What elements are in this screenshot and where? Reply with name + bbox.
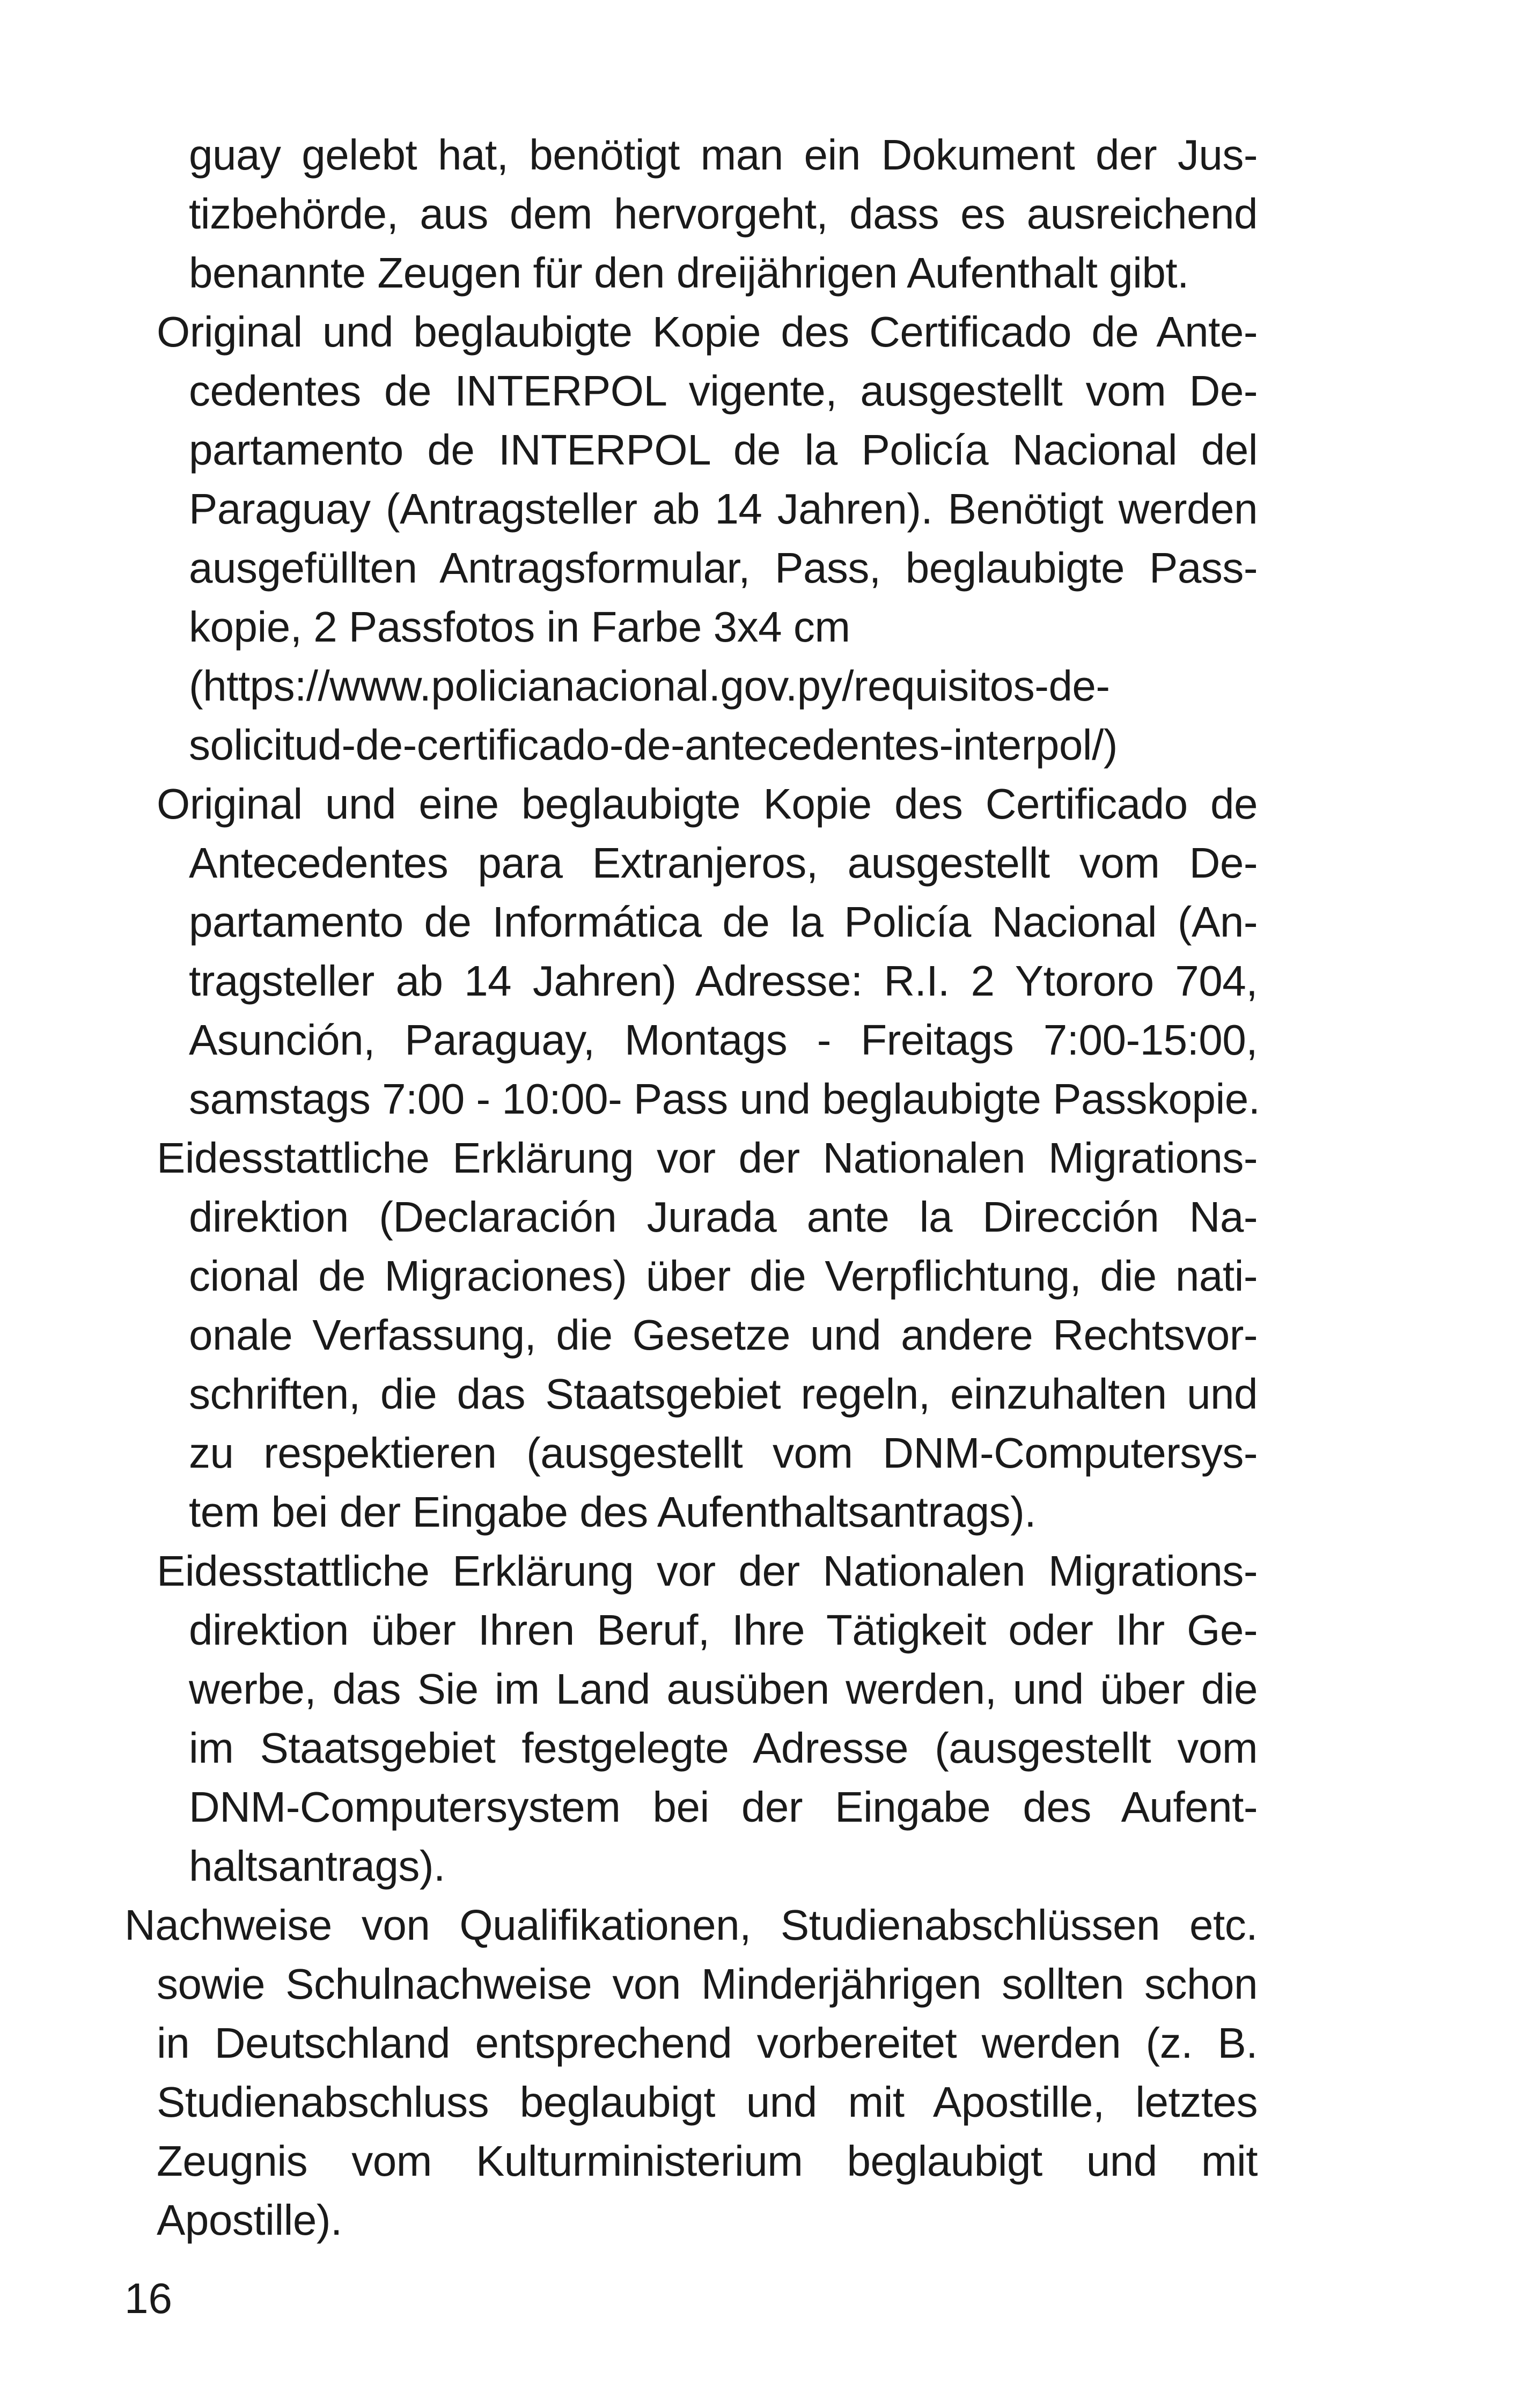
text-line: direktion (Declaración Jurada ante la Dirección Na- [189,1193,1258,1241]
text-line: haltsantrags). [189,1842,445,1890]
text-line: Apostille). [157,2196,342,2244]
text-line: im Staatsgebiet festgelegte Adresse (ausgestellt vom [189,1724,1258,1772]
text-line: onale Verfassung, die Gesetze und andere Rechtsvor- [189,1311,1258,1359]
text-line: partamento de Informática de la Policía Nacional (An- [189,898,1258,946]
text-line: benannte Zeugen für den dreijährigen Aufenthalt gibt. [189,249,1189,297]
text-line: Original und beglaubigte Kopie des Certificado de Ante- [157,308,1258,356]
page-number: 16 [124,2274,172,2322]
text-line: Asunción, Paraguay, Montags - Freitags 7:00-15:00, [189,1016,1258,1064]
text-line: kopie, 2 Passfotos in Farbe 3x4 cm [189,603,850,651]
text-line: tem bei der Eingabe des Aufenthaltsantrags). [189,1488,1037,1536]
text-line: tizbehörde, aus dem hervorgeht, dass es ausreichend [189,190,1258,238]
text-line: Paraguay (Antragsteller ab 14 Jahren). Benötigt werden [189,485,1258,533]
text-line: werbe, das Sie im Land ausüben werden, und über die [189,1665,1258,1713]
text-line: cional de Migraciones) über die Verpflichtung, die nati- [189,1252,1258,1300]
text-line: ausgefüllten Antragsformular, Pass, beglaubigte Pass- [189,544,1258,592]
text-line: Studienabschluss beglaubigt und mit Apostille, letztes [157,2078,1258,2126]
text-line: zu respektieren (ausgestellt vom DNM-Computersys- [189,1429,1258,1477]
text-line: partamento de INTERPOL de la Policía Nacional del [189,426,1258,474]
text-line: guay gelebt hat, benötigt man ein Dokument der Jus- [189,131,1258,179]
text-line: Zeugnis vom Kulturministerium beglaubigt und mit [157,2137,1258,2185]
text-line: Original und eine beglaubigte Kopie des Certificado de [157,780,1258,828]
text-line: solicitud-de-certificado-de-antecedentes-interpol/) [189,721,1118,769]
text-line: (https://www.policianacional.gov.py/requisitos-de- [189,662,1110,710]
text-line: Eidesstattliche Erklärung vor der Nationalen Migrations- [157,1547,1258,1595]
text-line: schriften, die das Staatsgebiet regeln, einzuhalten und [189,1370,1258,1418]
text-line: Eidesstattliche Erklärung vor der Nationalen Migrations- [157,1134,1258,1182]
text-line: in Deutschland entsprechend vorbereitet werden (z. B. [157,2019,1258,2067]
text-line: cedentes de INTERPOL vigente, ausgestellt vom De- [189,367,1258,415]
text-line: samstags 7:00 - 10:00- Pass und beglaubigte Passkopie. [189,1075,1260,1123]
text-line: Nachweise von Qualifikationen, Studienabschlüssen etc. [124,1901,1258,1949]
text-line: sowie Schulnachweise von Minderjährigen sollten schon [157,1960,1258,2008]
text-line: DNM-Computersystem bei der Eingabe des Aufent- [189,1783,1258,1831]
text-line: Antecedentes para Extranjeros, ausgestellt vom De- [189,839,1258,887]
text-line: direktion über Ihren Beruf, Ihre Tätigkeit oder Ihr Ge- [189,1606,1258,1654]
text-line: tragsteller ab 14 Jahren) Adresse: R.I. 2 Ytororo 704, [189,957,1258,1005]
